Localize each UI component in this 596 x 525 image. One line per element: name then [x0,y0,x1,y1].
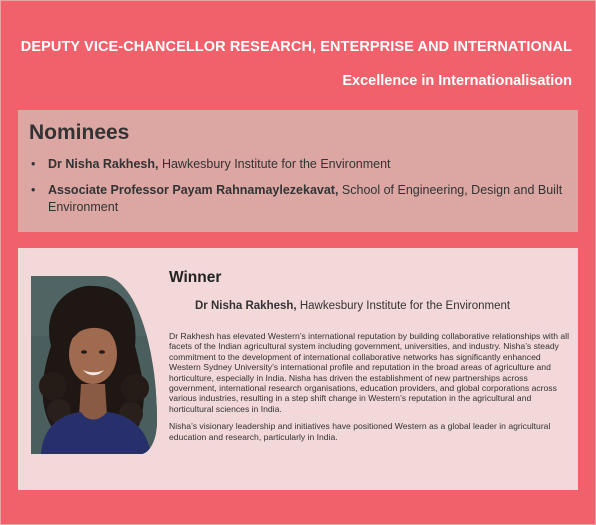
winner-panel [18,248,578,490]
nominees-panel [18,110,578,232]
citation-paragraph: Dr Rakhesh has elevated Western’s international reputation by building collaborative relationships with all facets of the Indian agricultural system including government, universities, and industry. Nisha’s steady commitment to the development of international collaborative networks has significantly enhanced Western Sydney University’s international profile and reputation in the broad areas of agriculture and horticulture, especially in India. Nisha has driven the establishment of new partnerships across government, international research organisations, education providers, and global corporations across various industries, resulting in a step shift change in Western’s reputation in the agricultural and horticultural sciences in India. [169,331,569,414]
winner-citation [169,331,574,449]
nominees-list [30,156,570,225]
list-item [30,156,570,173]
nominee-affiliation: Hawkesbury Institute for the Environment [158,157,391,171]
winner-name-line [195,300,510,312]
nominees-heading: Nominees [29,121,130,144]
winner-heading: Winner [169,269,222,286]
nominee-name: Dr Nisha Rakhesh, [48,157,159,171]
winner-photo [31,276,157,454]
nominee-affiliation: School of Engineering, Design and Built Environment [48,183,563,214]
winner-affiliation: Hawkesbury Institute for the Environment [296,300,511,312]
citation-paragraph: Nisha’s visionary leadership and initiatives have positioned Western as a global leader in agricultural education and research, particularly in India. [169,421,551,442]
page-title: DEPUTY VICE-CHANCELLOR RESEARCH, ENTERPRISE AND INTERNATIONAL [20,39,572,55]
bullet-icon: • [31,183,36,197]
nominee-name: Associate Professor Payam Rahnamaylezekavat, [48,183,339,197]
award-category: Excellence in Internationalisation [342,73,572,89]
winner-name: Dr Nisha Rakhesh, [195,300,297,312]
bullet-icon: • [31,157,36,171]
list-item [30,182,570,216]
